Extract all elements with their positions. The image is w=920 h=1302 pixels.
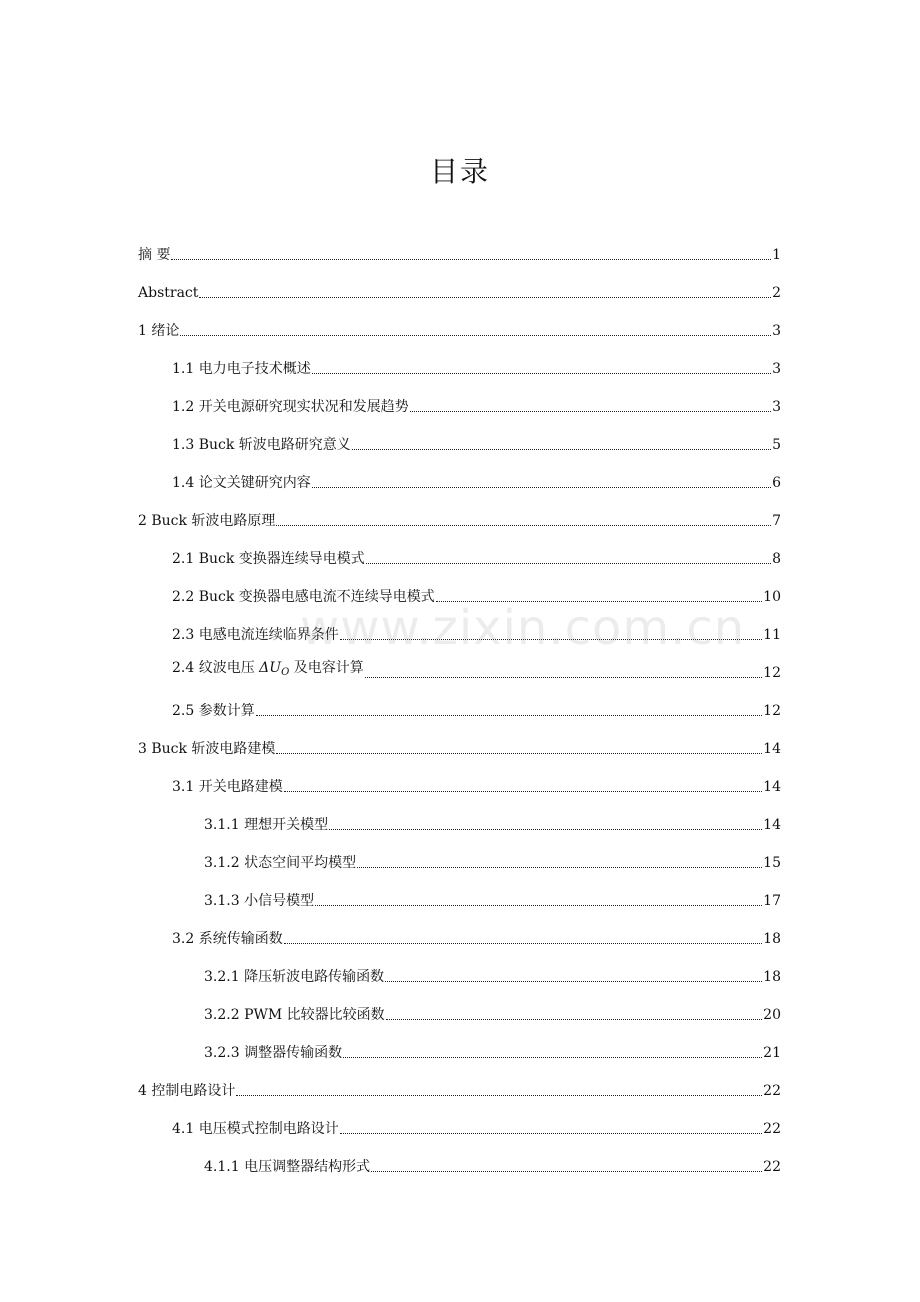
toc-leader-dots (284, 942, 762, 944)
toc-entry-label: 1 绪论 (138, 323, 180, 339)
toc-entry-label: 3.2.1 降压斩波电路传输函数 (204, 969, 385, 985)
toc-entry-label: 4.1 电压模式控制电路设计 (172, 1121, 339, 1137)
toc-label-prefix: 2.4 纹波电压 (172, 660, 260, 676)
toc-entry-abstract-cn[interactable] (138, 240, 781, 264)
toc-entry-label: 3.2 系统传输函数 (172, 931, 283, 947)
page-title: 目录 (429, 155, 490, 188)
toc-leader-dots (276, 524, 771, 526)
toc-entry-page: 15 (763, 855, 781, 871)
toc-entry-label: 2.5 参数计算 (172, 703, 255, 719)
toc-entry-label: 1.4 论文关键研究内容 (172, 475, 311, 491)
toc-entry-1-3[interactable] (172, 430, 781, 454)
toc-entry-3-2-2[interactable] (204, 1000, 781, 1024)
toc-entry-3-1-1[interactable] (204, 810, 781, 834)
toc-entry-1-4[interactable] (172, 468, 781, 492)
toc-entry-page: 7 (772, 513, 781, 529)
toc-entry-2-3[interactable] (172, 620, 781, 644)
toc-leader-dots (180, 334, 771, 336)
toc-entry-page: 20 (763, 1007, 781, 1023)
toc-leader-dots (340, 1132, 762, 1134)
toc-leader-dots (357, 866, 762, 868)
toc-entry-page: 11 (763, 627, 781, 643)
watermark: www.zixin.com.cn (300, 600, 746, 656)
toc-entry-label: 3.1.1 理想开关模型 (204, 817, 329, 833)
toc-entry-3-1-3[interactable] (204, 886, 781, 910)
toc-entry-page: 12 (763, 665, 781, 681)
toc-entry-page: 18 (763, 931, 781, 947)
toc-entry-3-1[interactable] (172, 772, 781, 796)
toc-entry-1-1[interactable] (172, 354, 781, 378)
toc-leader-dots (312, 486, 771, 488)
toc-label-suffix: 及电容计算 (289, 660, 364, 676)
toc-leader-dots (171, 258, 771, 260)
toc-entry-label (172, 659, 364, 682)
toc-entry-label: 4 控制电路设计 (138, 1083, 236, 1099)
toc-entry-page: 3 (772, 399, 781, 415)
toc-entry-label: Abstract (138, 285, 199, 301)
toc-entry-2-1[interactable] (172, 544, 781, 568)
toc-entry-label: 1.1 电力电子技术概述 (172, 361, 311, 377)
toc-entry-page: 1 (772, 247, 781, 263)
toc-entry-label: 1.2 开关电源研究现实状况和发展趋势 (172, 399, 409, 415)
toc-entry-1-2[interactable] (172, 392, 781, 416)
toc-entry-page: 12 (763, 703, 781, 719)
toc-entry-chapter-4[interactable] (138, 1076, 781, 1100)
toc-leader-dots (343, 1056, 762, 1058)
toc-leader-dots (284, 790, 762, 792)
toc-leader-dots (256, 714, 762, 716)
toc-entry-label: 3.1 开关电路建模 (172, 779, 283, 795)
ripple-voltage-subscript: O (281, 667, 290, 678)
toc-entry-2-4[interactable] (172, 658, 781, 682)
toc-entry-page: 22 (763, 1121, 781, 1137)
toc-entry-page: 17 (763, 893, 781, 909)
toc-entry-4-1-1[interactable] (204, 1152, 781, 1176)
toc-entry-label: 2.2 Buck 变换器电感电流不连续导电模式 (172, 589, 435, 605)
toc-leader-dots (366, 562, 771, 564)
toc-entry-label: 3.1.3 小信号模型 (204, 893, 315, 909)
toc-entry-label: 1.3 Buck 斩波电路研究意义 (172, 437, 351, 453)
toc-entry-label: 2 Buck 斩波电路原理 (138, 513, 276, 529)
toc-leader-dots (436, 600, 762, 602)
toc-entry-page: 10 (763, 589, 781, 605)
toc-leader-dots (315, 904, 762, 906)
toc-entry-2-5[interactable] (172, 696, 781, 720)
toc-entry-3-2[interactable] (172, 924, 781, 948)
toc-entry-4-1[interactable] (172, 1114, 781, 1138)
toc-leader-dots (386, 1018, 763, 1020)
toc-leader-dots (385, 980, 762, 982)
toc-leader-dots (365, 676, 762, 678)
toc-entry-page: 5 (772, 437, 781, 453)
toc-entry-page: 2 (772, 285, 781, 301)
toc-entry-page: 22 (763, 1083, 781, 1099)
toc-entry-label: 2.1 Buck 变换器连续导电模式 (172, 551, 365, 567)
toc-entry-label: 3.2.2 PWM 比较器比较函数 (204, 1007, 385, 1023)
toc-entry-page: 3 (772, 323, 781, 339)
toc-leader-dots (276, 752, 762, 754)
toc-entry-2-2[interactable] (172, 582, 781, 606)
toc-entry-chapter-3[interactable] (138, 734, 781, 758)
toc-entry-page: 6 (772, 475, 781, 491)
toc-entry-page: 21 (763, 1045, 781, 1061)
toc-entry-page: 14 (763, 817, 781, 833)
toc-leader-dots (371, 1170, 762, 1172)
toc-leader-dots (312, 372, 771, 374)
toc-entry-label: 摘 要 (138, 247, 171, 263)
toc-leader-dots (329, 828, 762, 830)
toc-leader-dots (340, 638, 762, 640)
toc-entry-page: 18 (763, 969, 781, 985)
toc-entry-label: 3.2.3 调整器传输函数 (204, 1045, 343, 1061)
toc-entry-3-2-1[interactable] (204, 962, 781, 986)
toc-entry-label: 2.3 电感电流连续临界条件 (172, 627, 339, 643)
toc-entry-page: 8 (772, 551, 781, 567)
toc-entry-label: 3 Buck 斩波电路建模 (138, 741, 276, 757)
toc-leader-dots (199, 296, 771, 298)
toc-entry-3-2-3[interactable] (204, 1038, 781, 1062)
ripple-voltage-symbol: ΔU (259, 660, 282, 676)
toc-entry-label: 3.1.2 状态空间平均模型 (204, 855, 357, 871)
toc-entry-abstract-en[interactable] (138, 278, 781, 302)
toc-entry-chapter-2[interactable] (138, 506, 781, 530)
toc-entry-3-1-2[interactable] (204, 848, 781, 872)
toc-entry-page: 22 (763, 1159, 781, 1175)
toc-leader-dots (236, 1094, 762, 1096)
toc-entry-label: 4.1.1 电压调整器结构形式 (204, 1159, 371, 1175)
toc-entry-page: 14 (763, 741, 781, 757)
toc-entry-page: 3 (772, 361, 781, 377)
toc-entry-chapter-1[interactable] (138, 316, 781, 340)
toc-leader-dots (352, 448, 771, 450)
toc-entry-page: 14 (763, 779, 781, 795)
toc-leader-dots (410, 410, 771, 412)
